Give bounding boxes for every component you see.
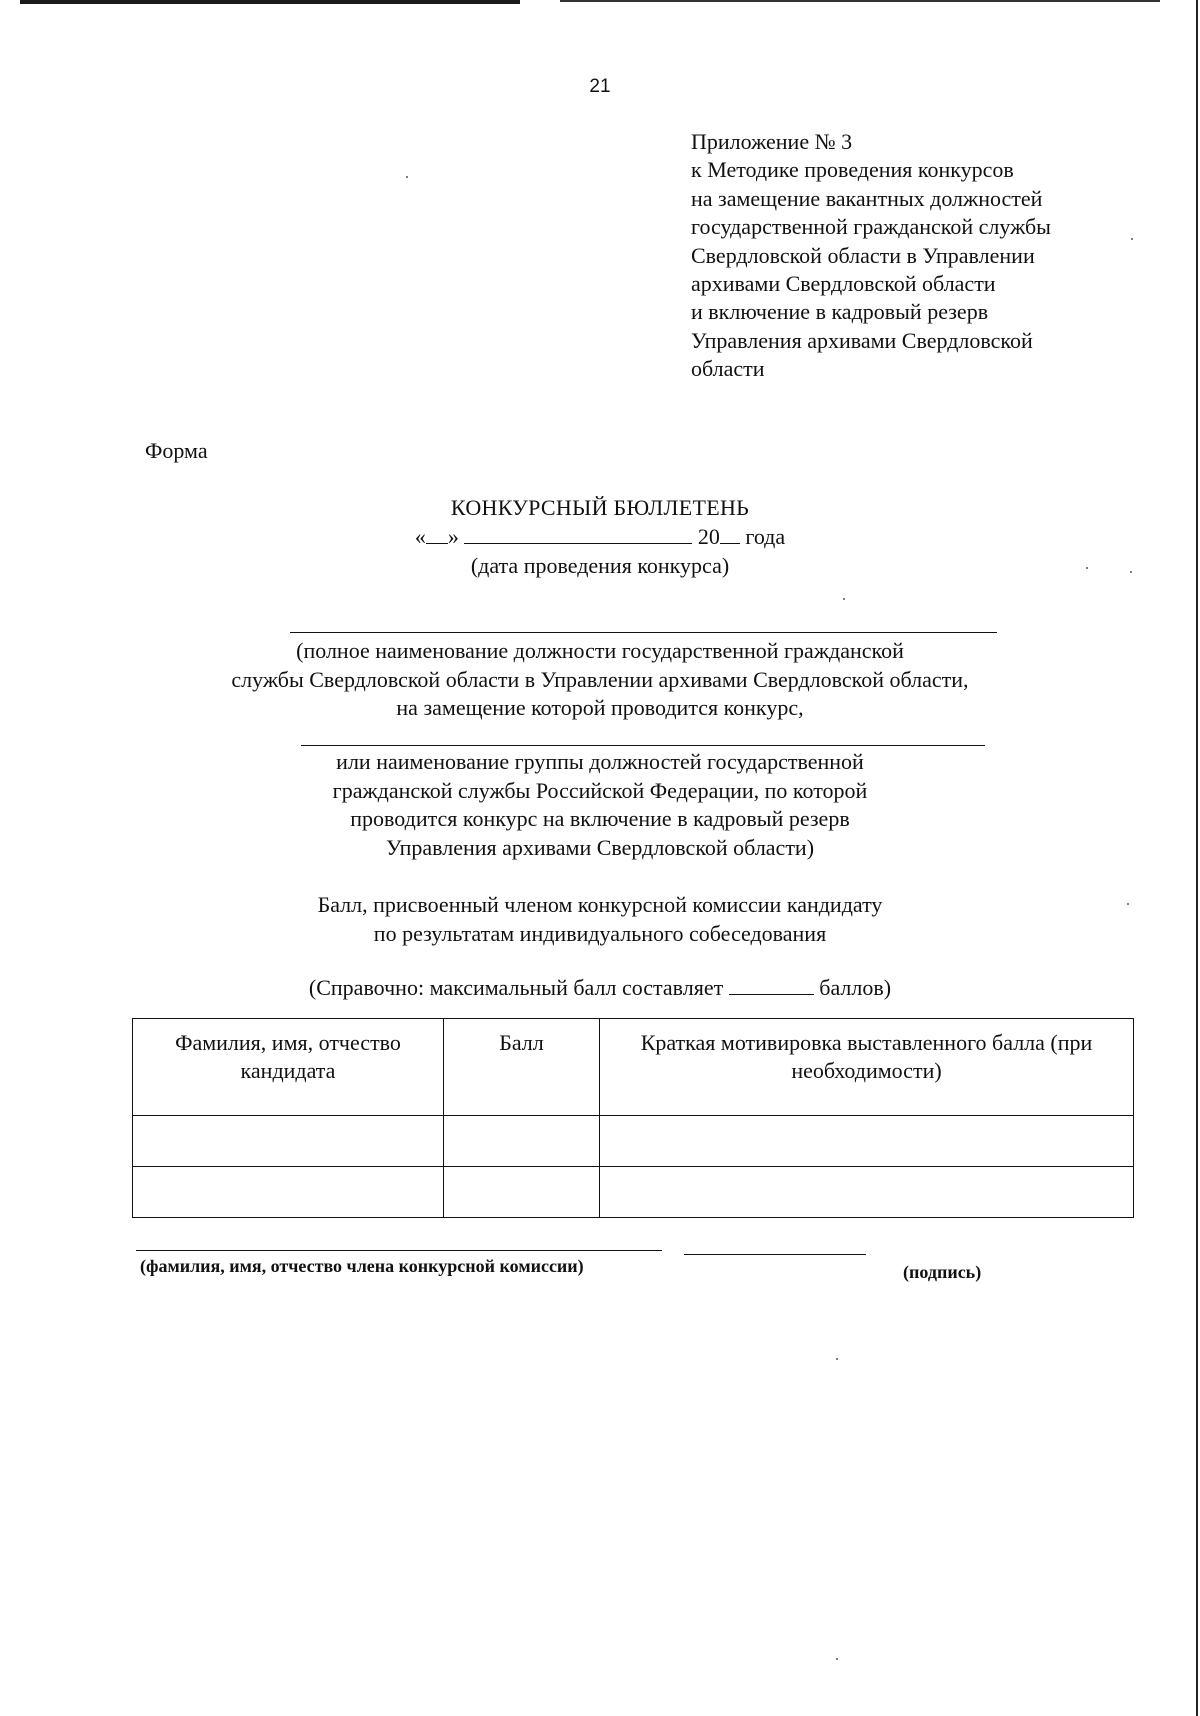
cell-motivation[interactable] xyxy=(600,1116,1134,1167)
scan-speck xyxy=(836,1358,838,1360)
group-caption-line: Управления архивами Свердловской области) xyxy=(385,834,815,860)
group-caption-line: проводится конкурс на включение в кадровый резерв xyxy=(350,806,850,831)
cell-candidate-name[interactable] xyxy=(133,1116,444,1167)
scan-edge-top-secondary xyxy=(560,0,1160,2)
year-blank[interactable] xyxy=(720,525,740,544)
signature-line[interactable] xyxy=(684,1254,866,1255)
day-blank[interactable] xyxy=(426,525,448,544)
position-name-line[interactable] xyxy=(290,632,997,633)
date-line xyxy=(0,524,1200,550)
page-number: 21 xyxy=(589,76,611,97)
table-row xyxy=(133,1167,1134,1218)
scan-speck xyxy=(1131,238,1133,240)
cell-score[interactable] xyxy=(444,1167,600,1218)
score-heading-line: по результатам индивидуального собеседования xyxy=(373,920,827,946)
appendix-line: Управления архивами Свердловской xyxy=(691,327,1033,353)
position-caption-line: (полное наименование должности государственной гражданской xyxy=(296,638,904,663)
header-candidate-name: Фамилия, имя, отчество кандидата xyxy=(133,1019,444,1116)
position-group-line[interactable] xyxy=(301,745,985,746)
group-caption xyxy=(0,748,1200,862)
score-heading xyxy=(0,891,1200,948)
appendix-line: к Методике проведения конкурсов xyxy=(691,157,1014,183)
scan-speck xyxy=(836,1658,838,1660)
scan-speck xyxy=(1127,903,1129,905)
appendix-line: области xyxy=(691,356,765,382)
scan-edge-top xyxy=(20,0,520,4)
date-open-quote: « xyxy=(414,524,426,549)
table-header-row xyxy=(133,1019,1134,1116)
reference-note xyxy=(0,974,1200,1003)
cell-motivation[interactable] xyxy=(600,1167,1134,1218)
signature-caption: (подпись) xyxy=(903,1262,982,1282)
appendix-line: на замещение вакантных должностей xyxy=(691,185,1043,211)
appendix-line: и включение в кадровый резерв xyxy=(691,299,989,325)
member-name-caption: (фамилия, имя, отчество члена конкурсной комиссии) xyxy=(140,1256,584,1276)
header-score: Балл xyxy=(444,1019,600,1116)
score-table xyxy=(132,1018,1134,1218)
max-score-blank[interactable] xyxy=(729,976,814,995)
scan-speck xyxy=(406,176,408,178)
scan-speck xyxy=(1086,567,1088,569)
scan-speck xyxy=(1130,571,1132,573)
form-label: Форма xyxy=(145,438,208,463)
group-caption-line: или наименование группы должностей государственной xyxy=(336,749,864,774)
score-heading-line: Балл, присвоенный членом конкурсной комиссии кандидату xyxy=(317,892,883,917)
date-close-quote: » xyxy=(447,524,459,549)
group-caption-line: гражданской службы Российской Федерации, по которой xyxy=(332,777,868,803)
reference-note-suffix: баллов) xyxy=(819,975,892,1000)
year-suffix: года xyxy=(745,524,786,549)
position-caption xyxy=(0,637,1200,723)
date-caption: (дата проведения конкурса) xyxy=(470,553,730,578)
appendix-line: государственной гражданской службы xyxy=(691,214,1051,240)
position-caption-line: на замещение которой проводится конкурс, xyxy=(396,695,804,720)
year-prefix: 20 xyxy=(697,524,720,549)
position-caption-line: службы Свердловской области в Управлении архивами Свердловской области, xyxy=(231,666,969,692)
appendix-line: Приложение № 3 xyxy=(691,129,853,154)
cell-score[interactable] xyxy=(444,1116,600,1167)
scan-speck xyxy=(843,598,845,600)
table-row xyxy=(133,1116,1134,1167)
ballot-title: КОНКУРСНЫЙ БЮЛЛЕТЕНЬ xyxy=(450,495,750,520)
reference-note-prefix: (Справочно: максимальный балл составляет xyxy=(308,975,724,1000)
member-name-line[interactable] xyxy=(136,1250,662,1251)
appendix-line: Свердловской области в Управлении xyxy=(691,242,1035,268)
month-blank[interactable] xyxy=(464,525,692,544)
appendix-header xyxy=(691,128,1051,384)
appendix-line: архивами Свердловской области xyxy=(691,271,996,297)
cell-candidate-name[interactable] xyxy=(133,1167,444,1218)
header-motivation: Краткая мотивировка выставленного балла (при необходимости) xyxy=(600,1019,1134,1116)
